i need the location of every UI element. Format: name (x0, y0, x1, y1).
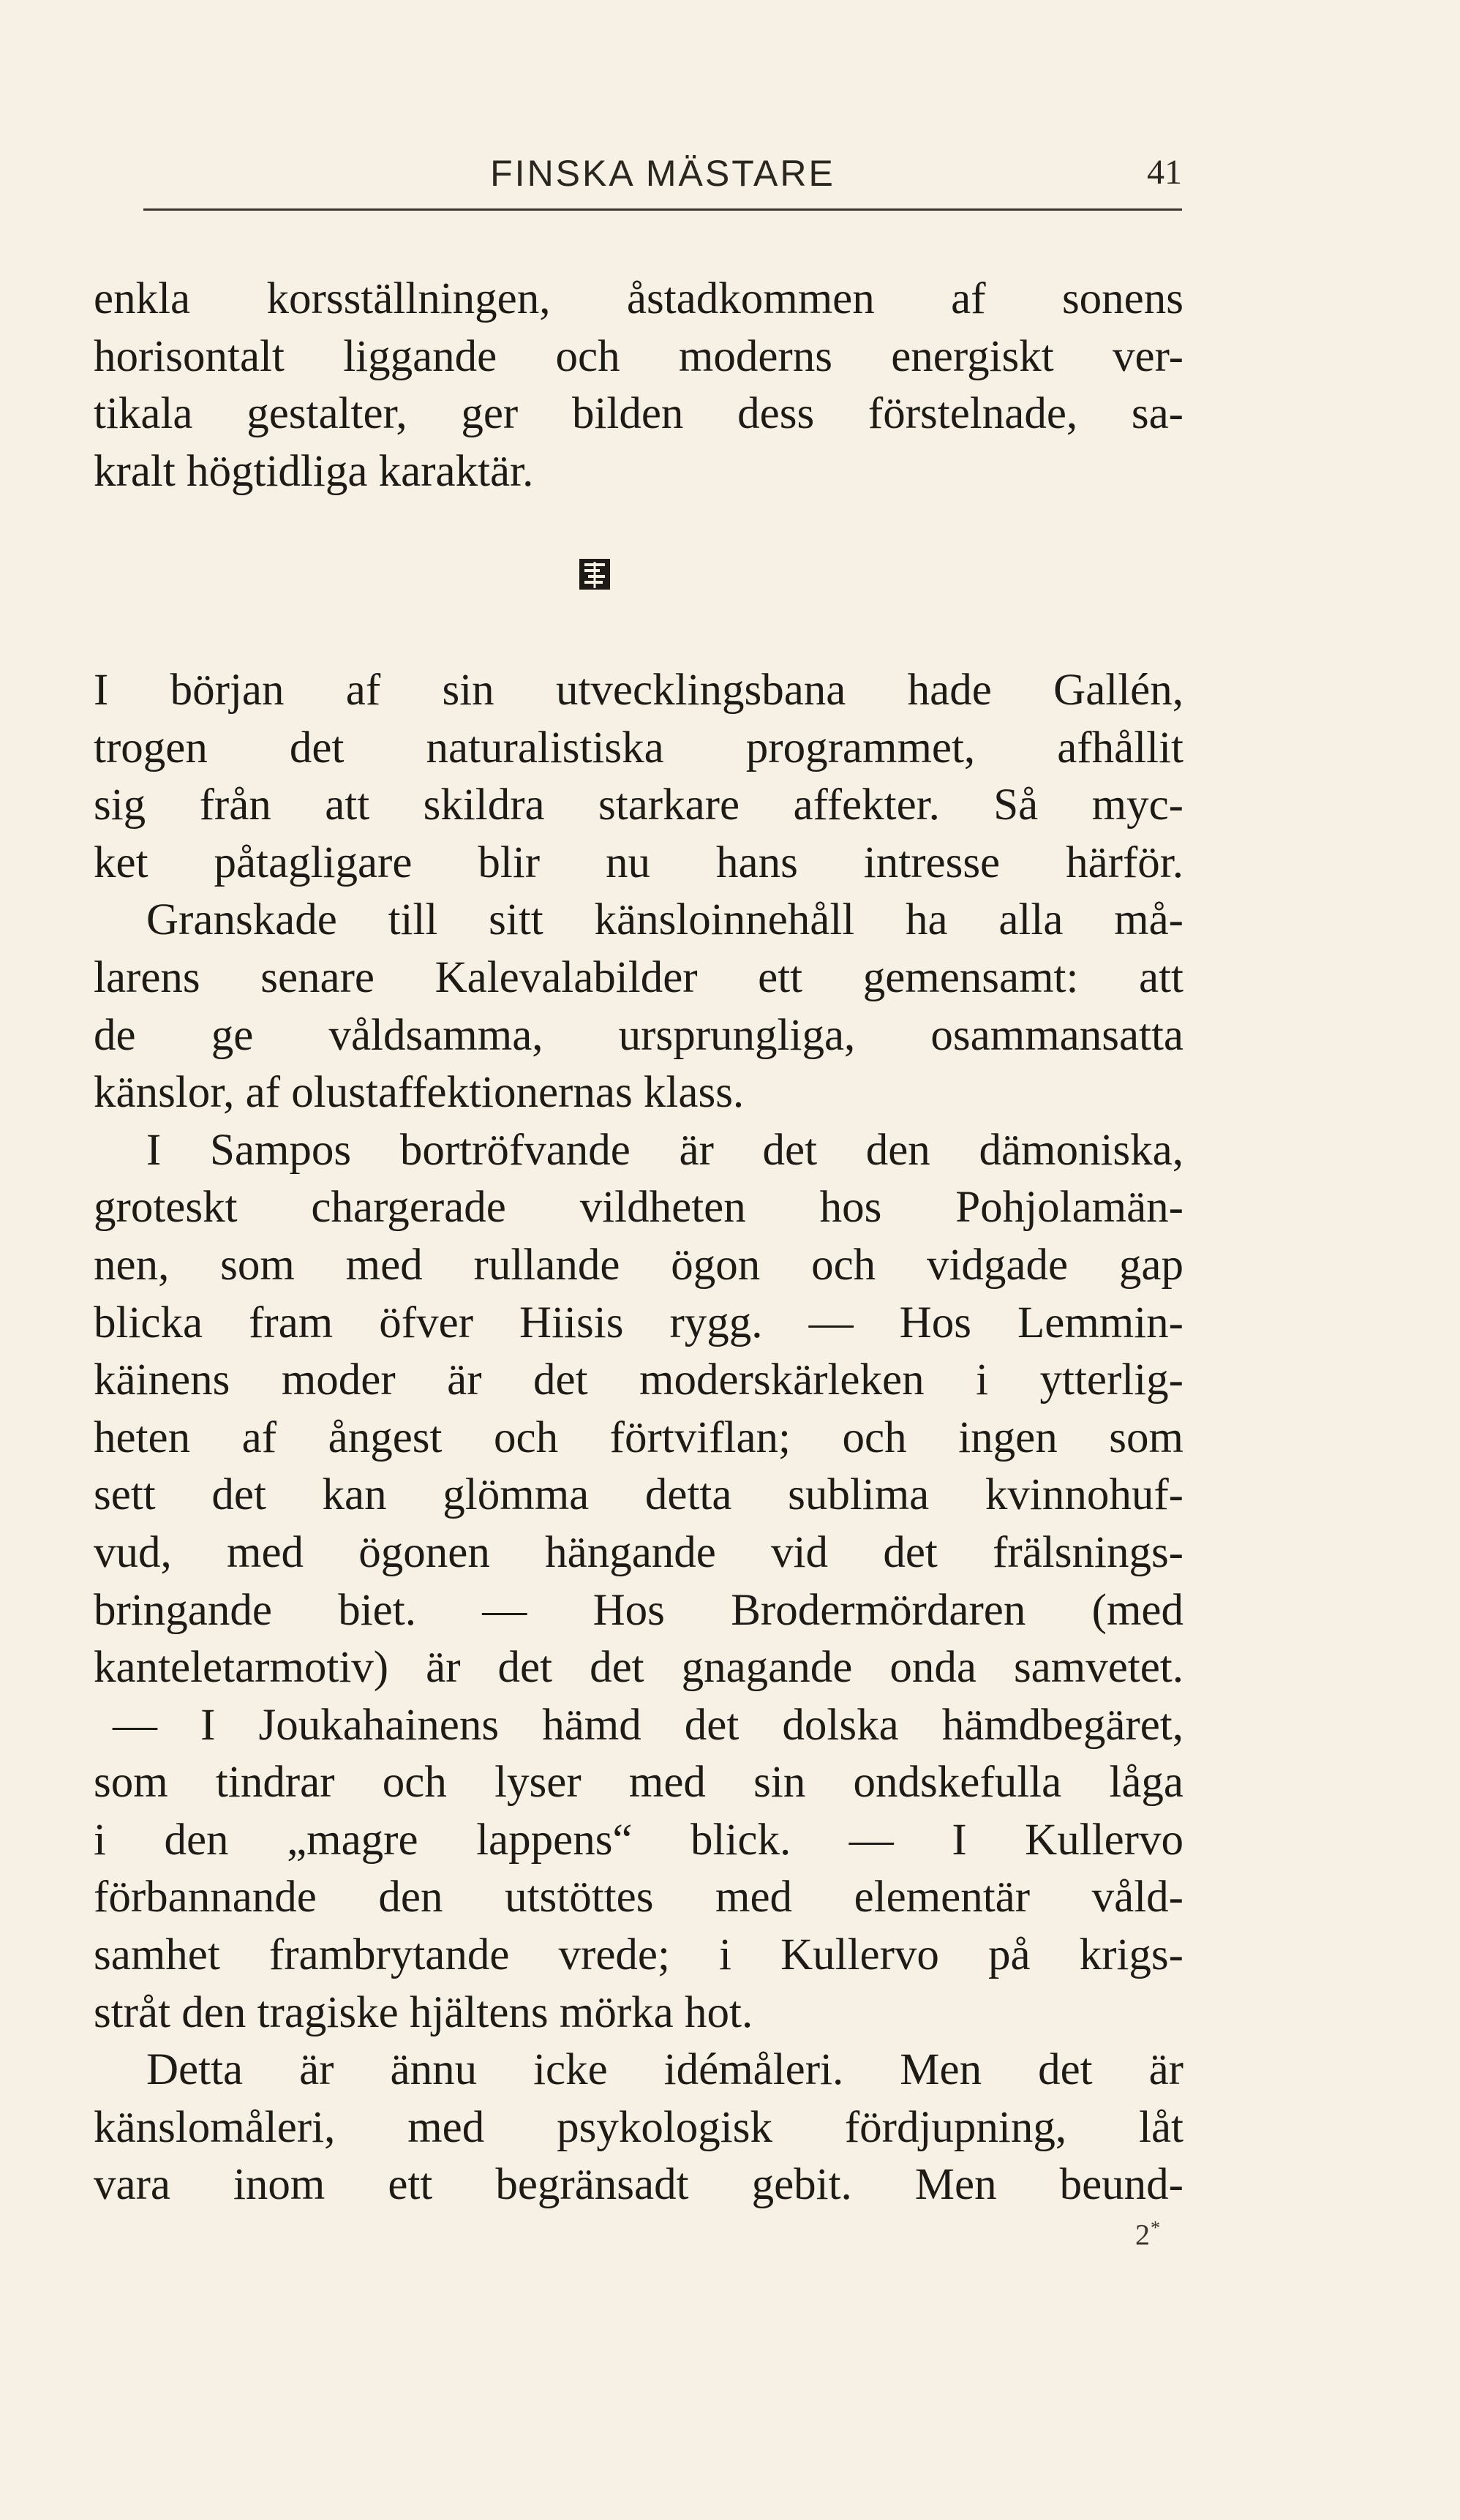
text-line: känslomåleri, med psykologisk fördjupning, låt (94, 2102, 1184, 2152)
signature-number: 2 (1135, 2218, 1151, 2252)
text-line: Detta är ännu icke idémåleri. Men det är (146, 2045, 1184, 2095)
text-line: sett det kan glömma detta sublima kvinnohuf- (94, 1470, 1184, 1520)
signature-star: * (1151, 2217, 1161, 2238)
paragraph-2 (94, 662, 1184, 1122)
running-title: FINSKA MÄSTARE (490, 153, 835, 194)
page-header (143, 139, 1182, 212)
text-line: Granskade till sitt känsloinnehåll ha alla må- (146, 895, 1184, 945)
text-line: horisontalt liggande och moderns energiskt ver- (94, 331, 1184, 381)
text-line: som tindrar och lyser med sin ondskefulla låga (94, 1758, 1184, 1808)
text-line: vara inom ett begränsadt gebit. Men beund- (94, 2160, 1184, 2210)
text-line: i den „magre lappens“ blick. — I Kullervo (94, 1815, 1184, 1865)
paragraph-3 (94, 1122, 1184, 2042)
text-line: I Sampos bortröfvande är det den dämoniska, (146, 1125, 1184, 1175)
text-line: kanteletarmotiv) är det det gnagande onda samvetet. (94, 1643, 1184, 1693)
paragraph-4 (94, 2042, 1184, 2214)
header-rule (143, 208, 1182, 211)
signature-mark (1135, 2217, 1161, 2252)
text-line: de ge våldsamma, ursprungliga, osammansatta (94, 1010, 1184, 1060)
text-line: — I Joukahainens hämd det dolska hämdbegäret, (113, 1700, 1184, 1750)
text-line: vud, med ögonen hängande vid det frälsnings- (94, 1527, 1184, 1577)
text-line: samhet frambrytande vrede; i Kullervo på krigs- (94, 1930, 1184, 1980)
paragraph-group (94, 662, 1184, 2214)
text-line: larens senare Kalevalabilder ett gemensamt: att (94, 952, 1184, 1002)
text-line: sig från att skildra starkare affekter. Så myc- (94, 781, 1184, 830)
text-line: kralt högtidliga karaktär. (94, 446, 534, 496)
text-line: nen, som med rullande ögon och vidgade gap (94, 1240, 1184, 1290)
text-line: känslor, af olustaffektionernas klass. (94, 1068, 745, 1118)
section-ornament-icon (578, 556, 612, 593)
text-line: käinens moder är det moderskärleken i ytterlig- (94, 1355, 1184, 1405)
text-line: enkla korsställningen, åstadkommen af sonens (94, 274, 1184, 323)
text-line: I början af sin utvecklingsbana hade Gallén, (94, 666, 1184, 715)
text-line: stråt den tragiske hjältens mörka hot. (94, 1987, 753, 2037)
paragraph-1 (94, 271, 1184, 500)
text-line: heten af ångest och förtviflan; och ingen som (94, 1413, 1184, 1462)
text-line: ket påtagligare blir nu hans intresse härför. (94, 838, 1184, 887)
text-line: förbannande den utstöttes med elementär våld- (94, 1873, 1184, 1922)
page-number: 41 (1147, 153, 1182, 192)
text-line: blicka fram öfver Hiisis rygg. — Hos Lemmin- (94, 1298, 1184, 1347)
text-line: bringande biet. — Hos Brodermördaren (med (94, 1585, 1184, 1635)
text-line: trogen det naturalistiska programmet, afhållit (94, 723, 1184, 772)
text-line: groteskt chargerade vildheten hos Pohjolamän- (94, 1183, 1184, 1233)
text-line: tikala gestalter, ger bilden dess förstelnade, sa- (94, 389, 1184, 439)
